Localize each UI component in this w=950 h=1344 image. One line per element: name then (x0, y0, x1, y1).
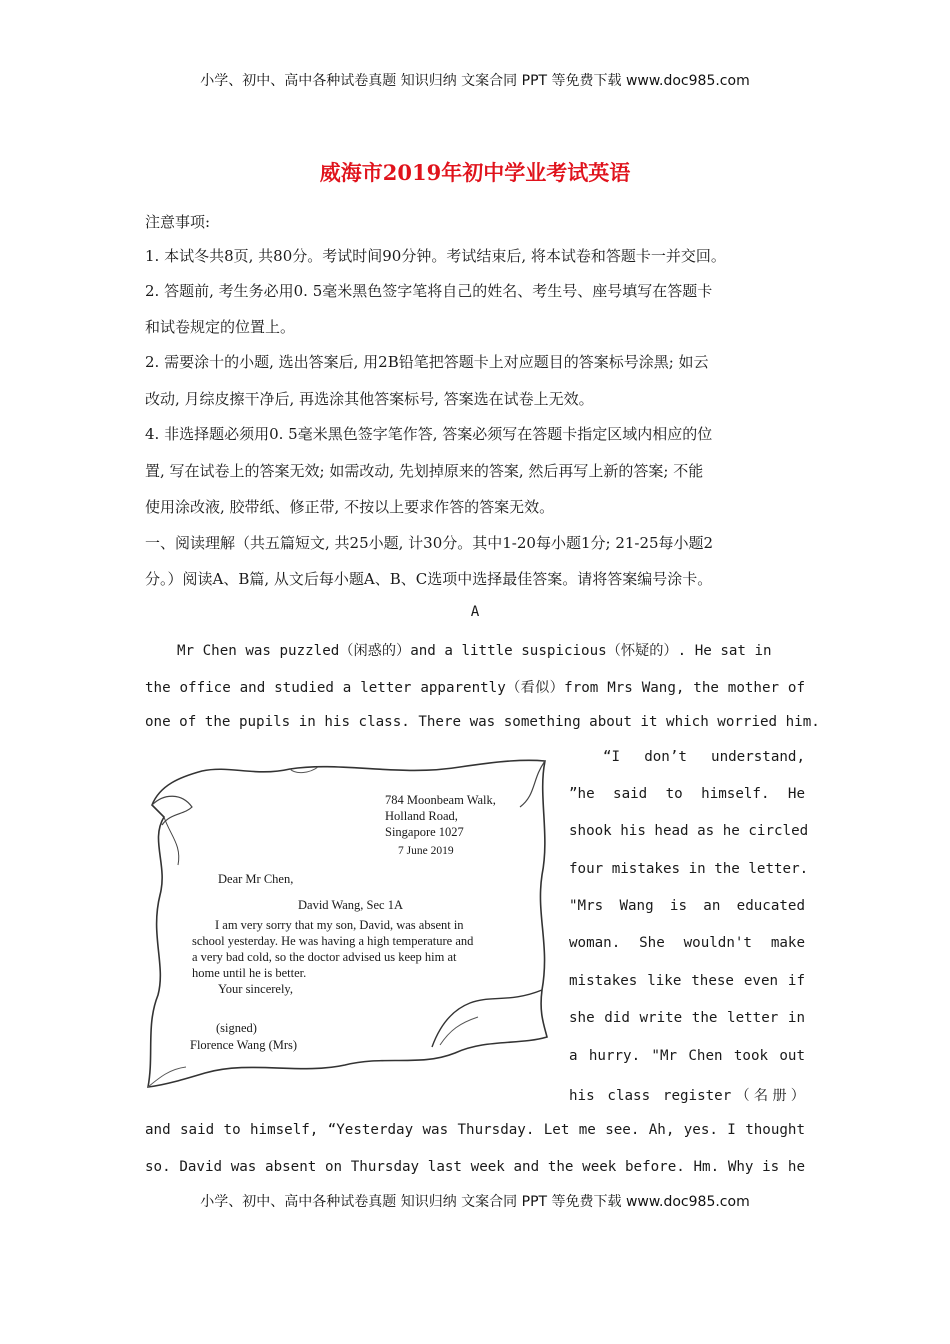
passage-line: so. David was absent on Thursday last week and the week before. Hm. Why is he (145, 1159, 805, 1175)
notes-line: 1. 本试冬共8页, 共80分。考试时间90分钟。考试结束后, 将本试卷和答题卡一并交回。 (145, 247, 726, 265)
passage-line: a hurry. "Mr Chen took out (569, 1048, 805, 1064)
notes-line: 改动, 月综皮擦干净后, 再选涂其他答案标号, 答案选在试卷上无效。 (145, 390, 594, 408)
notes-line: 使用涂改液, 胶带纸、修正带, 不按以上要求作答的答案无效。 (145, 498, 555, 516)
letter-signature: Florence Wang (Mrs) (190, 1038, 298, 1052)
passage-label: A (470, 604, 480, 620)
page-title: 威海市2019年初中学业考试英语 (319, 160, 631, 185)
letter-body-line: a very bad cold, so the doctor advised us keep him at (192, 950, 457, 964)
notes-line: 置, 写在试卷上的答案无效; 如需改动, 先划掉原来的答案, 然后再写上新的答案; 不能 (145, 462, 704, 480)
letter-closing: Your sincerely, (218, 982, 293, 996)
passage-line: one of the pupils in his class. There was something about it which worried him. (145, 714, 820, 730)
page-header: 小学、初中、高中各种试卷真题 知识归纳 文案合同 PPT 等免费下载 www.doc985.com (200, 73, 750, 89)
passage-line: four mistakes in the letter. (569, 861, 809, 877)
letter-address-line: 784 Moonbeam Walk, (385, 793, 496, 807)
notes-line: 4. 非选择题必须用0. 5毫米黑色签字笔作答, 答案必须写在答题卡指定区域内相应的位 (145, 425, 713, 443)
section-instructions: 一、阅读理解（共五篇短文, 共25小题, 计30分。其中1-20每小题1分; 21-25每小题2 (145, 534, 714, 552)
passage-line: "Mrs Wang is an educated (569, 898, 805, 914)
passage-line: “I don’t understand, (603, 749, 805, 765)
passage-line: mistakes like these even if (569, 973, 805, 989)
letter-body-line: home until he is better. (192, 966, 307, 980)
passage-line: his class register（名册） (569, 1088, 805, 1104)
passage-line: Mr Chen was puzzled（闲惑的）and a little suspicious（怀疑的）. He sat in (177, 643, 772, 659)
letter-subject: David Wang, Sec 1A (298, 898, 403, 912)
passage-line: she did write the letter in (569, 1010, 805, 1026)
passage-line: ”he said to himself. He (569, 786, 805, 802)
letter-body-line: school yesterday. He was having a high temperature and (192, 934, 474, 948)
notes-line: 2. 答题前, 考生务必用0. 5毫米黑色签字笔将自己的姓名、考生号、座号填写在答题卡 (145, 282, 713, 300)
letter-illustration (140, 755, 555, 1090)
notes-heading: 注意事项: (145, 213, 211, 231)
letter-date: 7 June 2019 (398, 845, 454, 857)
passage-line: and said to himself, “Yesterday was Thursday. Let me see. Ah, yes. I thought (145, 1122, 805, 1138)
page-footer: 小学、初中、高中各种试卷真题 知识归纳 文案合同 PPT 等免费下载 www.doc985.com (200, 1194, 750, 1210)
letter-greeting: Dear Mr Chen, (218, 872, 294, 886)
notes-line: 和试卷规定的位置上。 (145, 318, 296, 336)
passage-line: woman. She wouldn't make (569, 935, 805, 951)
passage-line: the office and studied a letter apparently（看似）from Mrs Wang, the mother of (145, 680, 805, 696)
letter-signed: (signed) (216, 1021, 257, 1035)
letter-address-line: Holland Road, (385, 809, 458, 823)
section-instructions: 分。）阅读A、B篇, 从文后每小题A、B、C选项中选择最佳答案。请将答案编号涂卡。 (145, 570, 713, 588)
letter-address-line: Singapore 1027 (385, 825, 464, 839)
notes-line: 2. 需要涂十的小题, 选出答案后, 用2B铅笔把答题卡上对应题目的答案标号涂黑; 如云 (145, 353, 709, 371)
passage-line: shook his head as he circled (569, 823, 809, 839)
letter-body-line: I am very sorry that my son, David, was absent in (215, 918, 464, 932)
